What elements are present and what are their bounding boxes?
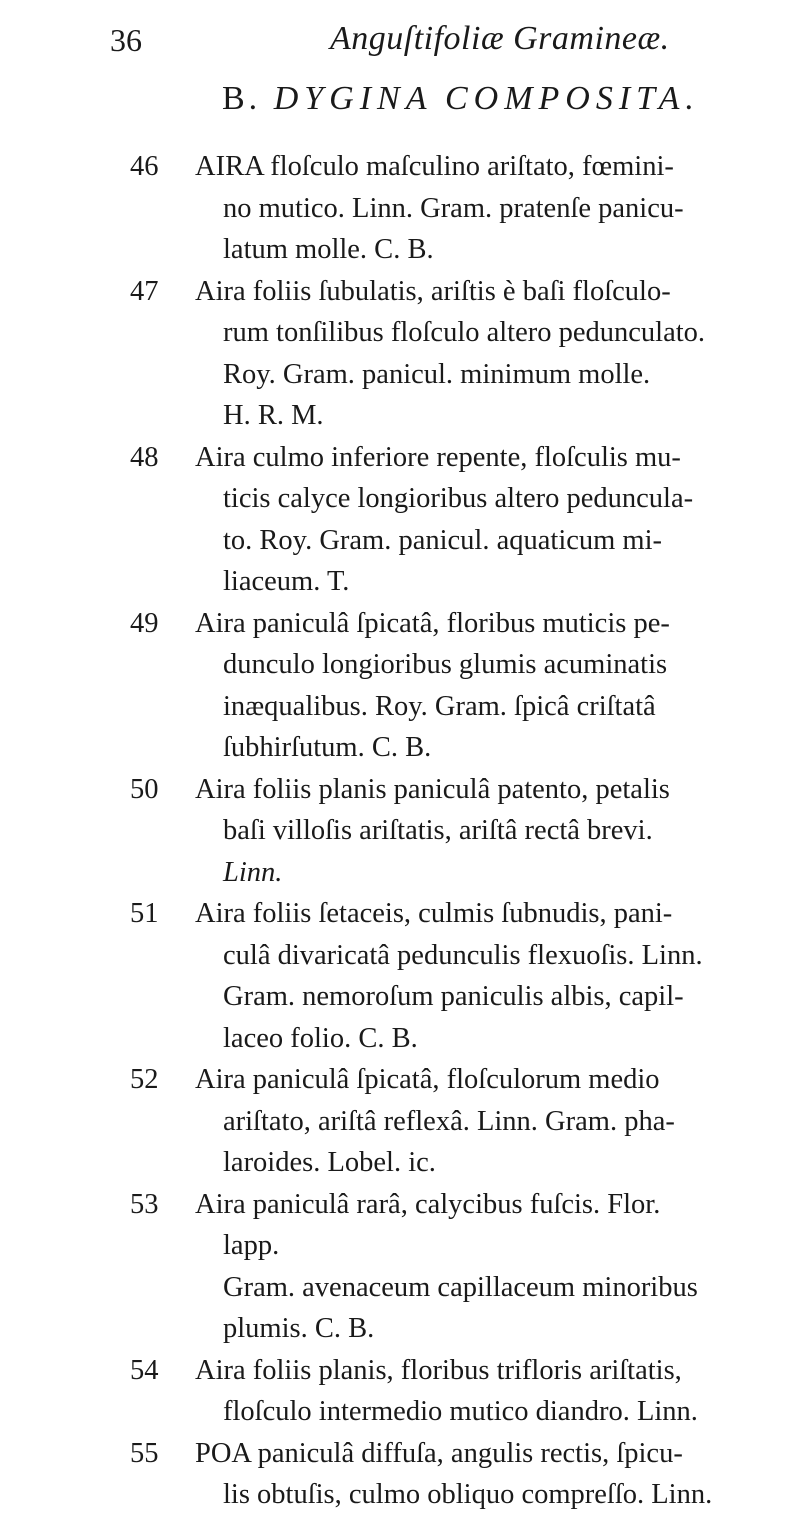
entry-line: Aira culmo inferiore repente, floſculis mu- <box>195 441 681 473</box>
entry-line: inæqualibus. Roy. Gram. ſpicâ criſtatâ <box>223 690 656 722</box>
entry-line: ticis calyce longioribus altero peduncula- <box>223 483 694 514</box>
entry-number: 55 <box>130 1437 159 1469</box>
entry-line: Gram. avenaceum capillaceum minoribus <box>223 1271 698 1303</box>
list-item <box>0 1184 800 1350</box>
entry-line: AIRA floſculo maſculino ariſtato, fœmini- <box>195 151 674 182</box>
entry-line: lis obtuſis, culmo obliquo compreſſo. Linn. <box>223 1479 713 1510</box>
entry-list <box>0 146 800 1516</box>
list-item <box>0 603 800 769</box>
entry-line: plumis. C. B. <box>223 1313 375 1344</box>
list-item <box>0 271 800 437</box>
entry-line: floſculo intermedio mutico diandro. Linn. <box>223 1396 698 1427</box>
entry-line: Aira foliis planis, floribus trifloris ariſtatis, <box>195 1354 682 1386</box>
list-item <box>0 769 800 894</box>
section-prefix: B. <box>222 80 262 117</box>
entry-number: 47 <box>130 275 159 307</box>
entry-number: 50 <box>130 773 159 805</box>
entry-number: 54 <box>130 1354 159 1386</box>
entry-line: baſi villoſis ariſtatis, ariſtâ rectâ brevi. <box>223 815 653 846</box>
entry-number: 52 <box>130 1064 159 1095</box>
entry-line: POA paniculâ diffuſa, angulis rectis, ſpicu- <box>195 1437 683 1469</box>
entry-number: 48 <box>130 441 159 473</box>
section-title <box>222 80 700 118</box>
entry-line: H. R. M. <box>223 400 324 431</box>
entry-line: liaceum. T. <box>223 566 350 597</box>
entry-number: 46 <box>130 151 159 182</box>
entry-line: ſubhirſutum. C. B. <box>223 732 432 763</box>
running-title: Anguſtifoliæ Gramineæ. <box>330 20 670 57</box>
entry-line: latum molle. C. B. <box>223 234 434 265</box>
list-item <box>0 893 800 1059</box>
entry-line: no mutico. Linn. Gram. pratenſe panicu- <box>223 192 684 224</box>
list-item <box>0 146 800 271</box>
list-item <box>0 1433 800 1516</box>
list-item <box>0 1350 800 1433</box>
entry-line: rum tonſilibus floſculo altero pedunculato. <box>223 317 706 348</box>
entry-number: 53 <box>130 1188 159 1220</box>
entry-number: 49 <box>130 607 159 639</box>
entry-line: laceo folio. C. B. <box>223 1022 418 1054</box>
entry-line: to. Roy. Gram. panicul. aquaticum mi- <box>223 524 663 556</box>
running-head <box>0 14 800 64</box>
page-number: 36 <box>110 22 142 58</box>
entry-line: Gram. nemoroſum paniculis albis, capil- <box>223 981 684 1012</box>
entry-line: Aira foliis ſubulatis, ariſtis è baſi floſculo- <box>195 275 671 307</box>
entry-line: Linn. <box>223 856 283 888</box>
entry-line: laroides. Lobel. ic. <box>223 1147 436 1178</box>
entry-line: Aira paniculâ ſpicatâ, floſculorum medio <box>195 1064 660 1095</box>
entry-line: lapp. <box>223 1230 280 1261</box>
entry-line: culâ divaricatâ pedunculis flexuoſis. Linn. <box>223 939 703 971</box>
list-item <box>0 437 800 603</box>
list-item <box>0 1059 800 1184</box>
section-title-part1: DYGINA <box>273 80 433 117</box>
entry-line: Roy. Gram. panicul. minimum molle. <box>223 358 651 390</box>
entry-line: Aira foliis planis paniculâ patento, petalis <box>195 773 670 805</box>
entry-number: 51 <box>130 898 159 929</box>
entry-line: Aira paniculâ ſpicatâ, floribus muticis pe- <box>195 607 670 639</box>
section-title-part2: COMPOSITA. <box>444 80 700 117</box>
entry-line: dunculo longioribus glumis acuminatis <box>223 649 668 680</box>
entry-line: Aira foliis ſetaceis, culmis ſubnudis, pani- <box>195 898 673 929</box>
entry-line: Aira paniculâ rarâ, calycibus fuſcis. Flor. <box>195 1188 661 1220</box>
entry-line: ariſtato, ariſtâ reflexâ. Linn. Gram. pha- <box>223 1105 675 1137</box>
